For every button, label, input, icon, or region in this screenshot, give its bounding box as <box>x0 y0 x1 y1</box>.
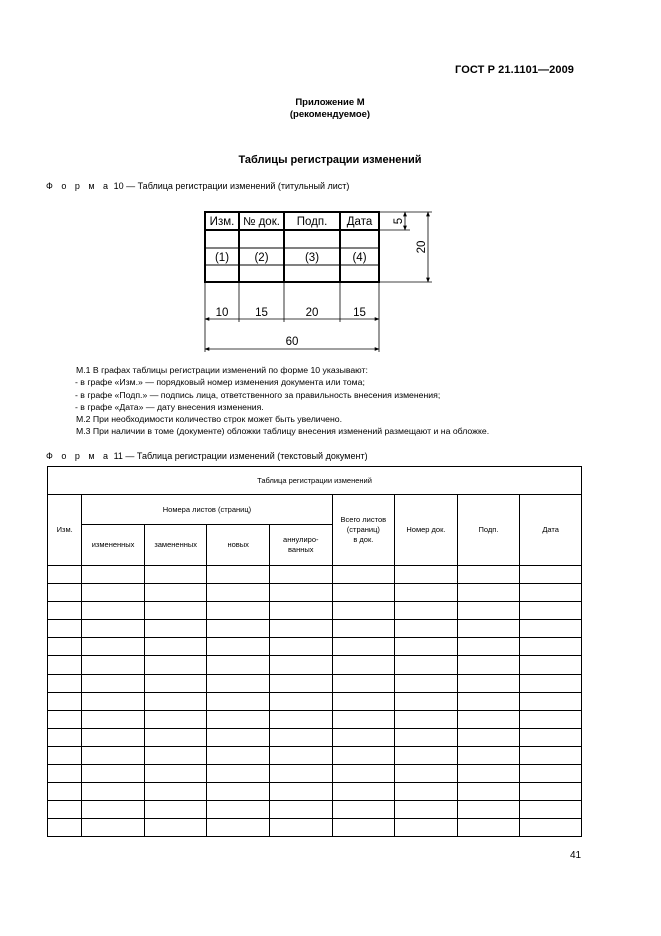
table-cell <box>270 819 333 837</box>
table-row <box>48 584 582 602</box>
table-cell <box>520 674 582 692</box>
table-cell <box>207 656 270 674</box>
form11-prefix: Ф о р м а <box>46 451 112 461</box>
form11-table-wrapper <box>47 466 582 837</box>
table-cell <box>520 584 582 602</box>
table-cell <box>395 566 458 584</box>
table-cell <box>395 801 458 819</box>
form10-header-izm: Изм. <box>209 216 235 228</box>
table-cell <box>332 584 395 602</box>
table-cell <box>332 819 395 837</box>
table-cell <box>207 710 270 728</box>
table-cell <box>395 638 458 656</box>
form11-caption <box>46 451 368 461</box>
table-cell <box>48 819 82 837</box>
table-cell <box>457 765 520 783</box>
table-cell <box>395 783 458 801</box>
form10-dim-row: 5 <box>393 217 405 225</box>
table-cell <box>457 819 520 837</box>
table-cell <box>520 746 582 764</box>
table-cell <box>82 584 145 602</box>
table-cell <box>82 783 145 801</box>
table-cell <box>332 801 395 819</box>
standard-number: ГОСТ Р 21.1101—2009 <box>455 64 575 76</box>
table-row <box>48 710 582 728</box>
table-cell <box>270 638 333 656</box>
table-cell <box>82 765 145 783</box>
table-cell <box>270 710 333 728</box>
table-cell <box>82 692 145 710</box>
table-cell <box>207 620 270 638</box>
form10-dim-col3: 20 <box>305 307 319 319</box>
table-cell <box>270 801 333 819</box>
table-cell <box>48 584 82 602</box>
table-row <box>48 728 582 746</box>
table-cell <box>82 819 145 837</box>
table-cell <box>207 765 270 783</box>
form10-num-1: (1) <box>214 252 230 264</box>
table-cell <box>207 728 270 746</box>
table-cell <box>207 801 270 819</box>
table-cell <box>395 746 458 764</box>
table-cell <box>48 746 82 764</box>
table-cell <box>520 728 582 746</box>
table-cell <box>207 602 270 620</box>
table-cell <box>457 602 520 620</box>
table-cell <box>270 674 333 692</box>
form10-dim-col4: 15 <box>353 307 366 319</box>
table-cell <box>520 783 582 801</box>
table-cell <box>332 728 395 746</box>
form10-header-doc: № док. <box>243 216 280 228</box>
table-row <box>48 638 582 656</box>
form10-caption <box>46 181 349 191</box>
form11-caption-text: 11 — Таблица регистрации изменений (текстовый документ) <box>113 451 368 461</box>
table-cell <box>395 710 458 728</box>
appendix-title: Приложение М <box>295 97 365 108</box>
form11-col-sign: Подп. <box>457 495 520 566</box>
form11-sub-new: новых <box>207 525 270 566</box>
form10-dim-height: 20 <box>416 240 428 254</box>
table-cell <box>395 674 458 692</box>
form10-caption-text: 10 — Таблица регистрации изменений (титульный лист) <box>113 181 350 191</box>
table-cell <box>457 584 520 602</box>
table-cell <box>457 566 520 584</box>
table-cell <box>144 602 207 620</box>
table-cell <box>270 765 333 783</box>
table-cell <box>457 710 520 728</box>
form10-dim-total: 60 <box>285 336 299 348</box>
table-cell <box>270 692 333 710</box>
table-cell <box>332 566 395 584</box>
table-cell <box>82 602 145 620</box>
form10-header-date: Дата <box>346 216 373 228</box>
table-cell <box>332 746 395 764</box>
form10-dim-col2: 15 <box>255 307 268 319</box>
table-cell <box>270 783 333 801</box>
table-cell <box>82 746 145 764</box>
table-cell <box>520 765 582 783</box>
form11-sub-cancelled: аннулиро- ванных <box>270 525 333 566</box>
table-cell <box>82 674 145 692</box>
table-cell <box>457 620 520 638</box>
note-izm: - в графе «Изм.» — порядковый номер изменения документа или тома; <box>75 377 365 388</box>
table-cell <box>144 819 207 837</box>
table-cell <box>82 620 145 638</box>
table-cell <box>270 656 333 674</box>
table-row <box>48 692 582 710</box>
table-cell <box>48 801 82 819</box>
note-m2: М.2 При необходимости количество строк может быть увеличено. <box>76 414 343 425</box>
table-row <box>48 783 582 801</box>
table-cell <box>332 765 395 783</box>
table-cell <box>520 656 582 674</box>
form10-diagram <box>190 196 440 360</box>
table-cell <box>144 656 207 674</box>
table-cell <box>144 620 207 638</box>
table-cell <box>207 746 270 764</box>
form11-col-total: Всего листов (страниц) в док. <box>332 495 395 566</box>
form11-group-header: Номера листов (страниц) <box>82 495 332 525</box>
form10-prefix: Ф о р м а <box>46 181 112 191</box>
table-cell <box>144 584 207 602</box>
table-cell <box>144 746 207 764</box>
table-cell <box>270 566 333 584</box>
note-m3: М.3 При наличии в томе (документе) обложки таблицу внесения изменений размещают и на обложке. <box>76 426 490 437</box>
table-cell <box>207 819 270 837</box>
table-cell <box>144 728 207 746</box>
table-cell <box>457 783 520 801</box>
table-cell <box>520 692 582 710</box>
table-row <box>48 746 582 764</box>
table-cell <box>395 692 458 710</box>
table-row <box>48 620 582 638</box>
table-cell <box>520 819 582 837</box>
table-cell <box>332 602 395 620</box>
table-cell <box>48 692 82 710</box>
appendix-heading <box>200 97 460 121</box>
table-cell <box>82 710 145 728</box>
form11-sub-replaced: замененных <box>144 525 207 566</box>
table-cell <box>520 801 582 819</box>
table-cell <box>144 765 207 783</box>
form11-col-izm: Изм. <box>48 495 82 566</box>
table-cell <box>270 602 333 620</box>
form10-header-sign: Подп. <box>296 216 328 228</box>
form10-num-2: (2) <box>254 252 269 264</box>
form11-sub-changed: измененных <box>82 525 145 566</box>
table-cell <box>270 746 333 764</box>
table-cell <box>332 674 395 692</box>
page-number: 41 <box>570 850 582 861</box>
table-cell <box>395 819 458 837</box>
form11-body <box>48 566 582 837</box>
section-title: Таблицы регистрации изменений <box>238 154 422 166</box>
table-cell <box>332 692 395 710</box>
table-cell <box>332 710 395 728</box>
table-cell <box>48 765 82 783</box>
table-cell <box>207 584 270 602</box>
table-cell <box>82 566 145 584</box>
table-cell <box>144 674 207 692</box>
table-cell <box>457 728 520 746</box>
table-cell <box>144 710 207 728</box>
table-cell <box>48 783 82 801</box>
note-m1: М.1 В графах таблицы регистрации изменений по форме 10 указывают: <box>76 365 368 375</box>
table-cell <box>207 674 270 692</box>
table-cell <box>144 638 207 656</box>
note-sign: - в графе «Подп.» — подпись лица, ответственного за правильность внесения изменения; <box>75 389 441 400</box>
table-cell <box>48 566 82 584</box>
form10-num-3: (3) <box>304 252 320 264</box>
table-cell <box>332 656 395 674</box>
table-cell <box>395 620 458 638</box>
table-row <box>48 765 582 783</box>
table-cell <box>82 728 145 746</box>
form11-table <box>47 466 582 837</box>
table-cell <box>332 620 395 638</box>
table-row <box>48 819 582 837</box>
table-cell <box>270 620 333 638</box>
form11-col-date: Дата <box>520 495 582 566</box>
table-row <box>48 674 582 692</box>
table-row <box>48 801 582 819</box>
table-cell <box>82 801 145 819</box>
table-cell <box>144 801 207 819</box>
table-row <box>48 566 582 584</box>
table-cell <box>82 638 145 656</box>
table-cell <box>82 656 145 674</box>
form11-col-doc: Номер док. <box>395 495 458 566</box>
table-cell <box>144 783 207 801</box>
table-cell <box>48 602 82 620</box>
table-cell <box>395 765 458 783</box>
table-cell <box>457 674 520 692</box>
table-cell <box>144 692 207 710</box>
table-cell <box>520 602 582 620</box>
table-cell <box>520 620 582 638</box>
table-cell <box>207 783 270 801</box>
table-cell <box>395 584 458 602</box>
table-cell <box>457 692 520 710</box>
table-cell <box>48 710 82 728</box>
table-cell <box>332 783 395 801</box>
table-cell <box>207 566 270 584</box>
notes-block <box>76 364 616 438</box>
table-row <box>48 656 582 674</box>
form11-table-title: Таблица регистрации изменений <box>48 467 582 495</box>
table-cell <box>48 638 82 656</box>
table-cell <box>207 638 270 656</box>
table-cell <box>520 710 582 728</box>
table-cell <box>48 728 82 746</box>
table-cell <box>48 620 82 638</box>
appendix-subtitle: (рекомендуемое) <box>289 109 371 120</box>
form10-dim-col1: 10 <box>215 307 229 319</box>
table-cell <box>270 584 333 602</box>
table-cell <box>520 638 582 656</box>
table-cell <box>457 656 520 674</box>
table-cell <box>457 638 520 656</box>
table-cell <box>144 566 207 584</box>
table-cell <box>520 566 582 584</box>
table-cell <box>207 692 270 710</box>
table-cell <box>332 638 395 656</box>
table-cell <box>270 728 333 746</box>
note-date: - в графе «Дата» — дату внесения изменения. <box>75 401 264 412</box>
table-cell <box>395 728 458 746</box>
form10-num-4: (4) <box>352 252 367 264</box>
table-cell <box>395 656 458 674</box>
table-cell <box>457 746 520 764</box>
table-cell <box>48 674 82 692</box>
table-cell <box>457 801 520 819</box>
table-row <box>48 602 582 620</box>
table-cell <box>48 656 82 674</box>
table-cell <box>395 602 458 620</box>
